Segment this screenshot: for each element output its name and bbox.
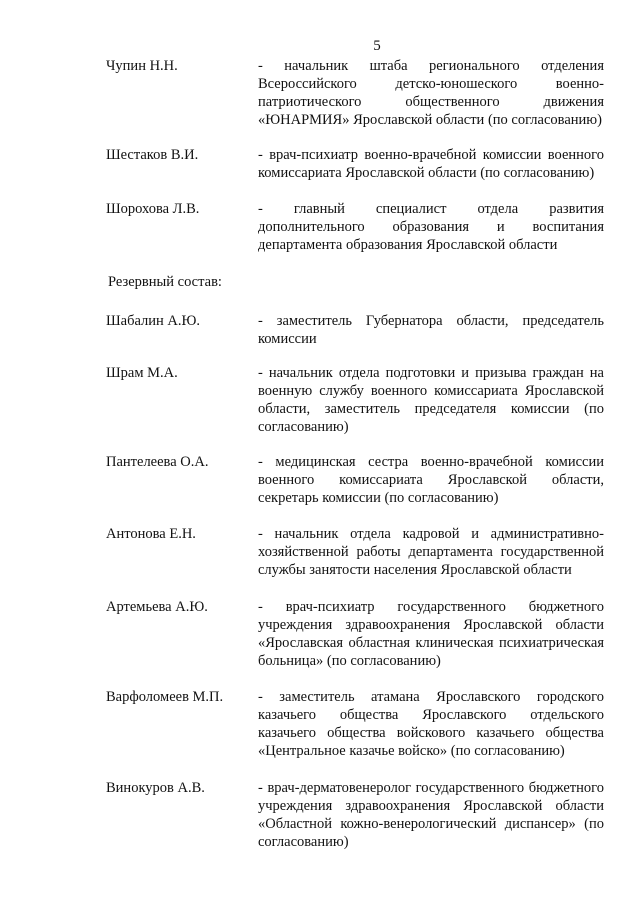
member-role: - начальник штаба регионального отделения Всероссийского детско-юношеского военно-патриотического общественного движения «ЮНАРМИЯ» Ярославской области (по согласованию) <box>258 58 604 128</box>
reserve-name: Пантелеева О.А. <box>106 454 209 470</box>
reserve-entry <box>106 779 604 851</box>
page-number: 5 <box>373 38 381 54</box>
reserve-name: Артемьева А.Ю. <box>106 599 208 615</box>
reserve-entry <box>106 364 604 436</box>
reserve-entry <box>106 525 604 579</box>
reserve-role: - заместитель атамана Ярославского городского казачьего общества Ярославского отдельского казачьего общества войскового казачьего общества «Центральное казачье войско» (по согласованию) <box>258 689 604 759</box>
reserve-entry <box>106 598 604 670</box>
reserve-role: - заместитель Губернатора области, председатель комиссии <box>258 313 604 347</box>
reserve-entry <box>106 453 604 507</box>
member-role: - врач-психиатр военно-врачебной комиссии военного комиссариата Ярославской области (по согласованию) <box>258 147 604 181</box>
reserve-role: - врач-дерматовенеролог государственного бюджетного учреждения здравоохранения Ярославской области «Областной кожно-венерологический диспансер» (по согласованию) <box>258 780 604 850</box>
reserve-name: Шабалин А.Ю. <box>106 313 201 329</box>
reserve-role: - начальник отдела подготовки и призыва граждан на военную службу военного комиссариата Ярославской области, заместитель председателя комиссии (по согласованию) <box>258 365 604 435</box>
member-entry <box>106 200 604 254</box>
reserve-name: Шрам М.А. <box>106 365 178 381</box>
reserve-entry <box>106 688 604 760</box>
reserve-role: - начальник отдела кадровой и административно-хозяйственной работы департамента государственной службы занятости населения Ярославской области <box>258 526 604 578</box>
member-entry <box>106 57 604 129</box>
member-name: Чупин Н.Н. <box>106 58 178 74</box>
reserve-name: Варфоломеев М.П. <box>106 689 224 705</box>
reserve-role: - медицинская сестра военно-врачебной комиссии военного комиссариата Ярославской области, секретарь комиссии (по согласованию) <box>258 454 604 506</box>
member-entry <box>106 146 604 182</box>
commission-list <box>106 57 604 851</box>
member-name: Шорохова Л.В. <box>106 201 200 217</box>
reserve-name: Винокуров А.В. <box>106 780 205 796</box>
reserve-role: - врач-психиатр государственного бюджетного учреждения здравоохранения Ярославской области «Ярославская областная клиническая психиатрическая больница» (по согласованию) <box>258 599 604 669</box>
member-name: Шестаков В.И. <box>106 147 199 163</box>
reserve-heading: Резервный состав: <box>108 274 222 290</box>
reserve-entry <box>106 312 604 348</box>
member-role: - главный специалист отдела развития дополнительного образования и воспитания департамента образования Ярославской области <box>258 201 604 253</box>
reserve-name: Антонова Е.Н. <box>106 526 196 542</box>
